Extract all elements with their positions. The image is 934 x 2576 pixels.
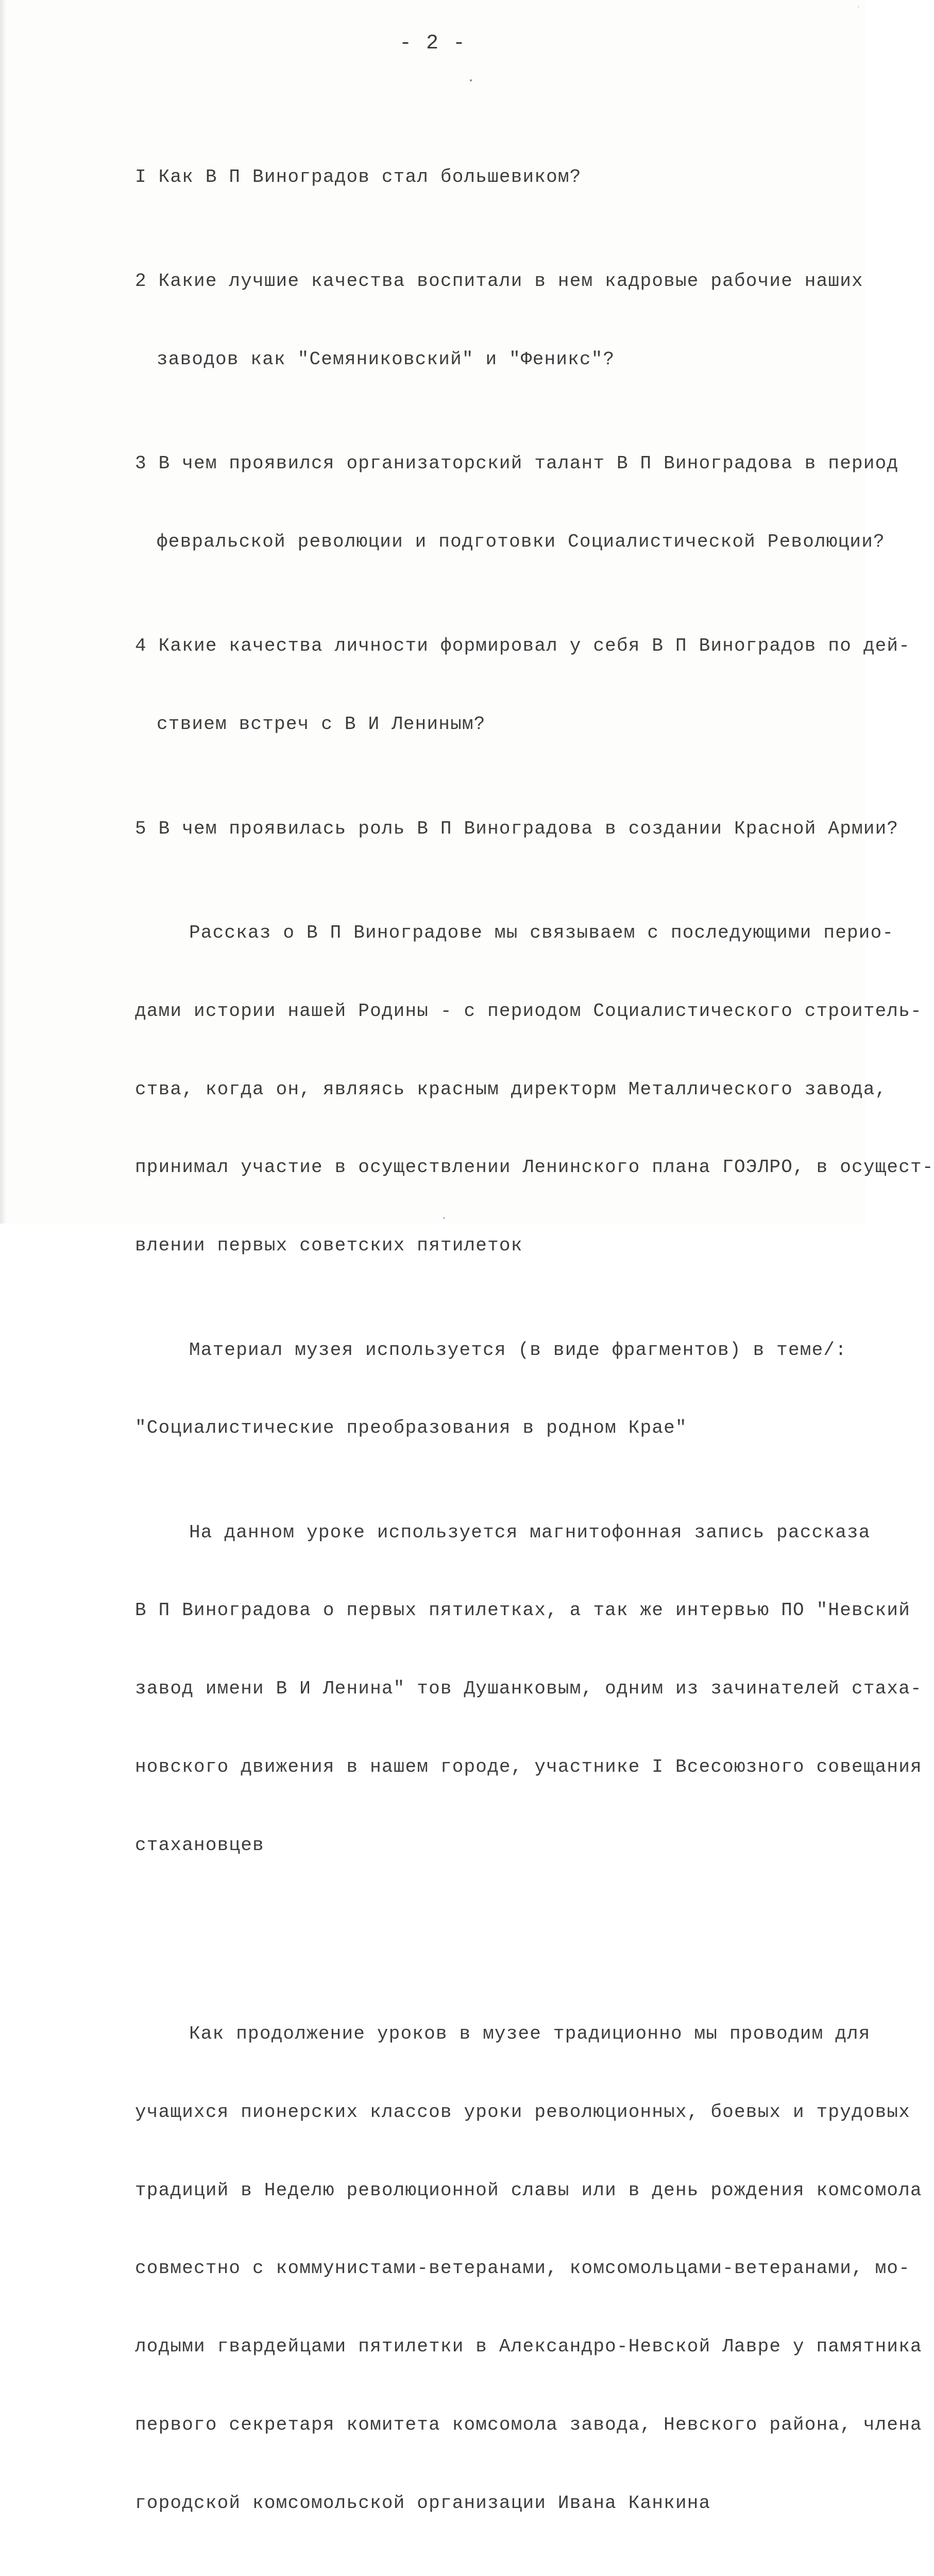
question-2-line-2: заводов как "Семяниковский" и "Феникс"? bbox=[157, 348, 615, 370]
paragraph-1-line-5: влении первых советских пятилеток bbox=[135, 1235, 523, 1257]
question-4-line-2: ствием встреч с В И Лениным? bbox=[157, 714, 486, 735]
corner-mark: ʹ bbox=[858, 4, 859, 12]
question-1-line-1: I Как В П Виноградов стал большевиком? bbox=[135, 166, 582, 188]
page-number: - 2 - bbox=[399, 32, 467, 55]
typed-text-body bbox=[135, 86, 934, 2576]
paragraph-1-line-3: ства, когда он, являясь красным директорм Металлического завода, bbox=[135, 1078, 887, 1100]
paragraph-gap bbox=[135, 1937, 856, 1943]
paper-speck bbox=[470, 79, 472, 81]
question-5-line-1: 5 В чем проявилась роль В П Виноградова в создании Красной Армии? bbox=[135, 818, 899, 839]
paragraph-4-line-6: первого секретаря комитета комсомола завода, Невского района, члена bbox=[135, 2414, 922, 2435]
paragraph-4-line-2: учащихся пионерских классов уроки революционных, боевых и трудовых bbox=[135, 2101, 911, 2123]
paragraph-3-line-3: завод имени В И Ленина" тов Душанковым, одним из зачинателей стаха- bbox=[135, 1678, 922, 1700]
question-4-line-1: 4 Какие качества личности формировал у себя В П Виноградов по дей- bbox=[135, 635, 911, 657]
paragraph-4-line-5: лодыми гвардейцами пятилетки в Александро-Невской Лавре у памятника bbox=[135, 2336, 922, 2358]
paragraph-1-line-4: принимал участие в осуществлении Ленинского плана ГОЭЛРО, в осущест- bbox=[135, 1157, 934, 1178]
paragraph-2-line-2: "Социалистические преобразования в родном Крае" bbox=[135, 1417, 687, 1439]
paper-speck bbox=[443, 1217, 445, 1219]
paragraph-2-line-1: Материал музея используется (в виде фрагментов) в теме/: bbox=[189, 1339, 847, 1361]
paragraph-1-line-1: Рассказ о В П Виноградове мы связываем с последующими перио- bbox=[189, 922, 894, 943]
paragraph-1-line-2: дами истории нашей Родины - с периодом Социалистического строитель- bbox=[135, 1000, 922, 1022]
question-2-line-1: 2 Какие лучшие качества воспитали в нем кадровые рабочие наших bbox=[135, 270, 863, 292]
paragraph-3-line-1: На данном уроке используется магнитофонная запись рассказа bbox=[189, 1521, 871, 1543]
paragraph-3-line-4: новского движения в нашем городе, участнике I Всесоюзного совещания bbox=[135, 1756, 922, 1777]
paragraph-4-line-3: традиций в Неделю революционной славы или в день рождения комсомола bbox=[135, 2179, 922, 2201]
question-3-line-2: февральской революции и подготовки Социалистической Революции? bbox=[157, 531, 885, 553]
paragraph-4-line-1: Как продолжение уроков в музее традиционно мы проводим для bbox=[189, 2023, 871, 2044]
paragraph-4-line-7: городской комсомольской организации Ивана Канкина bbox=[135, 2492, 711, 2514]
question-3-line-1: 3 В чем проявился организаторский талант В П Виноградова в период bbox=[135, 453, 899, 474]
paragraph-3-line-5: стахановцев bbox=[135, 1834, 264, 1856]
scan-edge-shadow bbox=[0, 0, 6, 1224]
paragraph-3-line-2: В П Виноградова о первых пятилетках, а так же интервью ПО "Невский bbox=[135, 1600, 911, 1621]
paragraph-4-line-4: совместно с коммунистами-ветеранами, комсомольцами-ветеранами, мо- bbox=[135, 2258, 911, 2279]
